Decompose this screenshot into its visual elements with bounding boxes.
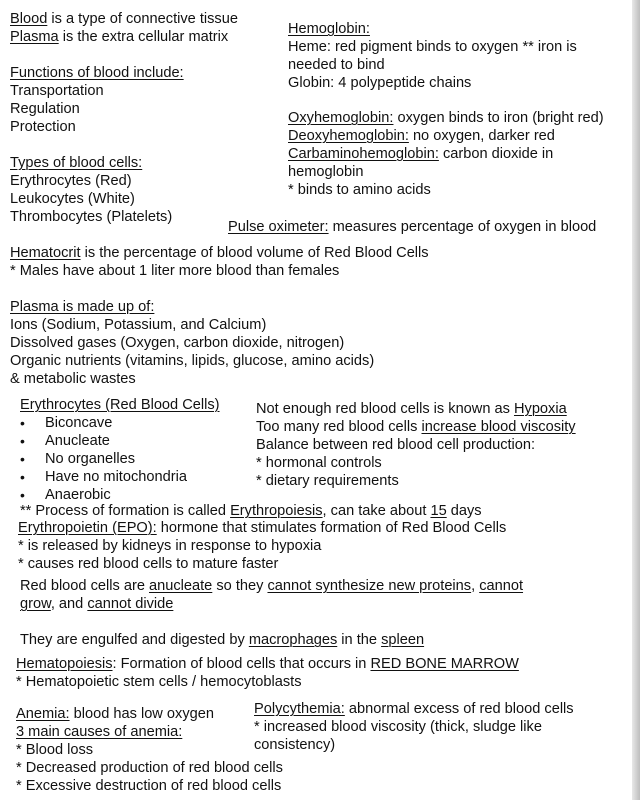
- oxyhemoglobin-line: [288, 109, 604, 127]
- plasma-definition-text: is the extra cellular matrix: [58, 29, 229, 45]
- pulse-oximeter-term: Pulse oximeter:: [228, 219, 329, 235]
- hypoxia-text: Not enough red blood cells is known as: [256, 401, 514, 417]
- oxyhemoglobin-text: oxygen binds to iron (bright red): [393, 110, 604, 126]
- polycythemia-note: * increased blood viscosity (thick, sludge like: [254, 719, 542, 735]
- oxyhemoglobin-term: Oxyhemoglobin:: [288, 110, 394, 126]
- cannot-term: cannot: [479, 578, 524, 594]
- polycythemia-text: abnormal excess of red blood cells: [344, 701, 574, 717]
- anucleate-text: Red blood cells are: [20, 578, 149, 594]
- erythrocyte-trait: No organelles: [45, 451, 136, 467]
- red-bone-marrow-term: RED BONE MARROW: [370, 656, 519, 672]
- hematocrit-term: Hematocrit: [10, 245, 81, 261]
- hypoxia-line: [256, 400, 567, 418]
- bullet-icon: •: [20, 451, 25, 467]
- erythropoiesis-text: ** Process of formation is called: [20, 503, 231, 519]
- plasma-term: Plasma: [10, 29, 59, 45]
- anucleate-text-2: so they: [212, 578, 268, 594]
- plasma-item: Dissolved gases (Oxygen, carbon dioxide, nitrogen): [10, 335, 345, 351]
- globin-line: Globin: 4 polypeptide chains: [288, 75, 472, 91]
- epo-note-kidneys: * is released by kidneys in response to hypoxia: [18, 538, 322, 554]
- viscosity-line: [256, 418, 576, 436]
- types-heading: Types of blood cells:: [10, 155, 143, 171]
- hematopoiesis-line: [16, 655, 519, 673]
- macrophages-line: [20, 631, 424, 649]
- grow-term: grow: [20, 596, 51, 612]
- plasma-item: Organic nutrients (vitamins, lipids, glucose, amino acids): [10, 353, 375, 369]
- deoxyhemoglobin-text: no oxygen, darker red: [408, 128, 555, 144]
- blood-definition-text: is a type of connective tissue: [47, 11, 238, 27]
- days-number: 15: [430, 503, 447, 519]
- function-item: Transportation: [10, 83, 104, 99]
- anemia-cause: * Decreased production of red blood cells: [16, 760, 283, 776]
- page-edge-shadow: [632, 0, 640, 800]
- blood-definition: [10, 10, 238, 28]
- hematocrit-note: * Males have about 1 liter more blood than females: [10, 263, 340, 279]
- dietary-requirements-note: * dietary requirements: [256, 473, 399, 489]
- hemoglobin-heading: Hemoglobin:: [288, 21, 370, 37]
- bullet-icon: •: [20, 469, 25, 485]
- spleen-term: spleen: [381, 632, 425, 648]
- plasma-item: & metabolic wastes: [10, 371, 136, 387]
- pulse-oximeter-line: [228, 218, 596, 236]
- carbaminohemoglobin-text: carbon dioxide in: [438, 146, 554, 162]
- anemia-line: [16, 705, 214, 723]
- anucleate-line: [20, 577, 523, 595]
- epo-text: hormone that stimulates formation of Red Blood Cells: [156, 520, 507, 536]
- polycythemia-line: [254, 700, 574, 718]
- heme-line: Heme: red pigment binds to oxygen ** iron is: [288, 39, 577, 55]
- cannot-synthesize-term: cannot synthesize new proteins: [267, 578, 472, 594]
- hypoxia-term: Hypoxia: [513, 401, 567, 417]
- erythrocyte-trait: Anucleate: [45, 433, 110, 449]
- erythropoiesis-line: [20, 502, 482, 520]
- anemia-text: blood has low oxygen: [69, 706, 214, 722]
- epo-note-mature: * causes red blood cells to mature faster: [18, 556, 279, 572]
- cell-type-item: Leukocytes (White): [10, 191, 135, 207]
- erythropoiesis-term: Erythropoiesis: [230, 503, 323, 519]
- anucleate-comma: ,: [471, 578, 480, 594]
- hematopoiesis-term: Hematopoiesis: [16, 656, 113, 672]
- bullet-icon: •: [20, 433, 25, 449]
- anemia-cause: * Blood loss: [16, 742, 94, 758]
- plasma-heading: Plasma is made up of:: [10, 299, 155, 315]
- anemia-cause: * Excessive destruction of red blood cells: [16, 778, 282, 794]
- erythropoiesis-text-2: , can take about: [322, 503, 431, 519]
- epo-line: [18, 519, 506, 537]
- anucleate-line-2: [20, 595, 173, 613]
- anucleate-term: anucleate: [149, 578, 213, 594]
- erythrocyte-trait: Have no mitochondria: [45, 469, 187, 485]
- pulse-oximeter-text: measures percentage of oxygen in blood: [328, 219, 597, 235]
- erythrocyte-trait: Biconcave: [45, 415, 113, 431]
- anucleate-text-3: , and: [50, 596, 88, 612]
- epo-term: Erythropoietin (EPO):: [18, 520, 157, 536]
- hematocrit-line: [10, 244, 429, 262]
- hematopoiesis-text: : Formation of blood cells that occurs in: [112, 656, 371, 672]
- binds-amino-acids-note: * binds to amino acids: [288, 182, 431, 198]
- anemia-term: Anemia:: [16, 706, 70, 722]
- cell-type-item: Erythrocytes (Red): [10, 173, 132, 189]
- hematopoietic-note: * Hematopoietic stem cells / hemocytoblasts: [16, 674, 302, 690]
- cell-type-item: Thrombocytes (Platelets): [10, 209, 173, 225]
- deoxyhemoglobin-term: Deoxyhemoglobin:: [288, 128, 409, 144]
- viscosity-text: Too many red blood cells: [256, 419, 422, 435]
- bullet-icon: •: [20, 487, 25, 503]
- plasma-item: Ions (Sodium, Potassium, and Calcium): [10, 317, 267, 333]
- anemia-causes-heading: 3 main causes of anemia:: [16, 724, 183, 740]
- carbaminohemoglobin-line-2: hemoglobin: [288, 164, 364, 180]
- macrophages-term: macrophages: [248, 632, 338, 648]
- function-item: Protection: [10, 119, 76, 135]
- deoxyhemoglobin-line: [288, 127, 555, 145]
- polycythemia-term: Polycythemia:: [254, 701, 345, 717]
- blood-term: Blood: [10, 11, 48, 27]
- macrophages-text: They are engulfed and digested by: [20, 632, 249, 648]
- polycythemia-note-2: consistency): [254, 737, 336, 753]
- hormonal-controls-note: * hormonal controls: [256, 455, 382, 471]
- hematocrit-text: is the percentage of blood volume of Red Blood Cells: [80, 245, 429, 261]
- viscosity-term: increase blood viscosity: [421, 419, 576, 435]
- plasma-definition: [10, 28, 228, 46]
- carbaminohemoglobin-term: Carbaminohemoglobin:: [288, 146, 439, 162]
- days-text: days: [446, 503, 482, 519]
- bullet-icon: •: [20, 415, 25, 431]
- carbaminohemoglobin-line: [288, 145, 553, 163]
- erythrocyte-trait: Anaerobic: [45, 487, 111, 503]
- heme-line-2: needed to bind: [288, 57, 385, 73]
- functions-heading: Functions of blood include:: [10, 65, 184, 81]
- cannot-divide-term: cannot divide: [87, 596, 174, 612]
- balance-line: Balance between red blood cell production:: [256, 437, 536, 453]
- function-item: Regulation: [10, 101, 80, 117]
- macrophages-text-2: in the: [337, 632, 382, 648]
- erythrocytes-heading: Erythrocytes (Red Blood Cells): [20, 397, 220, 413]
